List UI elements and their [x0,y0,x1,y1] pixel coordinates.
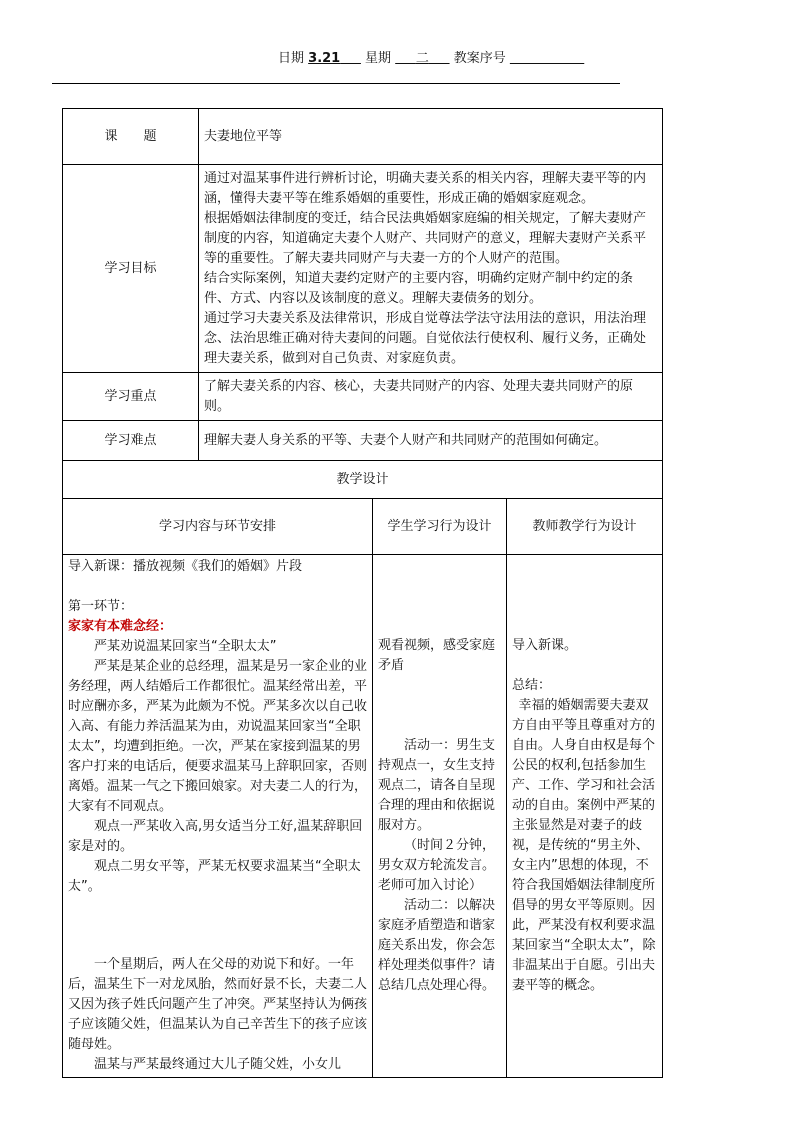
section1-title: 家家有本难念经： [68,619,173,634]
case-paragraph-1: 严某是某企业的总经理，温某是另一家企业的业务经理，两人结婚后工作都很忙。温某经常出差，平时应酬亦多，严某为此颇为不悦。严某多次以自己收入高、有能力养活温某为由，劝说温某回家当“全职太太”，均遭到拒绝。一次，严某在家接到温某的男客户打来的电话后，便要求温某马上辞职回家，否则离婚。温某一气之下搬回娘家。对夫妻二人的行为，大家有不同观点。 [68,659,368,814]
spacer [378,716,501,736]
spacer [68,577,367,597]
header-line [278,47,584,66]
difficulties-label: 学习难点 [63,421,199,461]
spacer [378,676,501,696]
view-2: 观点二男女平等，严某无权要求温某当“全职太太”。 [68,859,361,894]
difficulties-value: 理解夫妻人身关系的平等、夫妻个人财产和共同财产的范围如何确定。 [199,421,663,461]
goal-paragraph-1: 通过对温某事件进行辨析讨论，明确夫妻关系的相关内容，理解夫妻平等的内涵，懂得夫妻平等在维系婚姻的重要性，形成正确的婚姻家庭观念。 [204,170,647,206]
plan-no-label: 教案序号 [453,51,506,66]
topic-label: 课 题 [63,109,199,165]
date-value-text: 3.21 [308,51,341,66]
student-watch-video: 观看视频，感受家庭矛盾 [378,638,496,673]
design-title-row [63,461,663,499]
topic-value: 夫妻地位平等 [199,109,663,165]
week-value [395,51,449,66]
summary-label: 总结： [512,678,552,693]
student-cell [373,555,507,1078]
activity-1: 活动一：男生支持观点一，女生支持观点二，请各自呈现合理的理由和依据说服对方。 [378,738,496,833]
activity-2: 活动二：以解决家庭矛盾塑造和谐家庭关系出发，你会怎样处理类似事件？请总结几点处理心得。 [378,898,496,993]
col-header-teacher: 教师教学行为设计 [507,499,663,555]
goals-label: 学习目标 [63,165,199,373]
date-label: 日期 [278,51,305,66]
plan-no-value [510,51,584,66]
intro-text: 导入新课：播放视频《我们的婚姻》片段 [68,559,303,574]
case-title: 严某劝说温某回家当“全职太太” [94,639,277,654]
date-value [308,51,361,66]
view-1: 观点一严某收入高,男女适当分工好,温某辞职回家是对的。 [68,819,363,854]
case-paragraph-3: 温某与严某最终通过大儿子随父姓，小女儿 [94,1057,342,1072]
column-header-row [63,499,663,555]
content-row [63,555,663,1078]
key-points-label: 学习重点 [63,373,199,421]
goal-paragraph-2: 根据婚姻法律制度的变迁，结合民法典婚姻家庭编的相关规定，了解夫妻财产制度的内容，知道确定夫妻个人财产、共同财产的意义，理解夫妻财产关系平等的重要性。了解夫妻共同财产与夫妻一方的个人财产的范围。 [204,210,647,266]
activity-1-note: （时间２分钟，男女双方轮流发言。老师可加入讨论） [378,838,496,893]
col-header-student: 学生学习行为设计 [373,499,507,555]
section1-label: 第一环节： [68,599,134,614]
difficulties-row [63,421,663,461]
goal-paragraph-4: 通过学习夫妻关系及法律常识，形成自觉尊法学法守法用法的意识，用法治理念、法治思维正确对待夫妻间的问题。自觉依法行使权利、履行义务，正确处理夫妻关系，做到对自己负责、对家庭负责。 [204,310,647,366]
week-value-text: 二 [415,51,429,66]
goals-value [199,165,663,373]
content-cell [63,555,373,1078]
spacer [378,696,501,716]
topic-row [63,109,663,165]
teacher-cell [507,555,663,1078]
key-points-row [63,373,663,421]
spacer [512,656,657,676]
case-paragraph-2: 一个星期后，两人在父母的劝说下和好。一年后，温某生下一对龙凤胎，然而好景不长，夫妻二人又因为孩子姓氏问题产生了冲突。严某坚持认为俩孩子应该随父姓，但温某认为自己辛苦生下的孩子应该随母姓。 [68,957,368,1052]
col-header-content: 学习内容与环节安排 [63,499,373,555]
teacher-intro: 导入新课。 [512,638,578,653]
spacer [68,897,367,955]
goal-paragraph-3: 结合实际案例，知道夫妻约定财产的主要内容，明确约定财产制中约定的条件、方式、内容以及该制度的意义。理解夫妻债务的划分。 [204,270,634,306]
summary-text: 幸福的婚姻需要夫妻双方自由平等且尊重对方的自由。人身自由权是每个公民的权利,包括参加生产、工作、学习和社会活动的自由。案例中严某的主张显然是对妻子的歧视，是传统的“男主外、女主内”思想的体现，不符合我国婚姻法律制度所倡导的男女平等原则。因此，严某没有权利要求温某回家当“全职太太”，除非温某出于自愿。引出夫妻平等的概念。 [512,698,656,993]
goals-row [63,165,663,373]
lesson-plan-table [62,108,663,1078]
key-points-value: 了解夫妻关系的内容、核心，夫妻共同财产的内容、处理夫妻共同财产的原则。 [199,373,663,421]
week-label: 星期 [365,51,392,66]
header-rule [52,83,620,84]
design-title: 教学设计 [63,461,663,499]
